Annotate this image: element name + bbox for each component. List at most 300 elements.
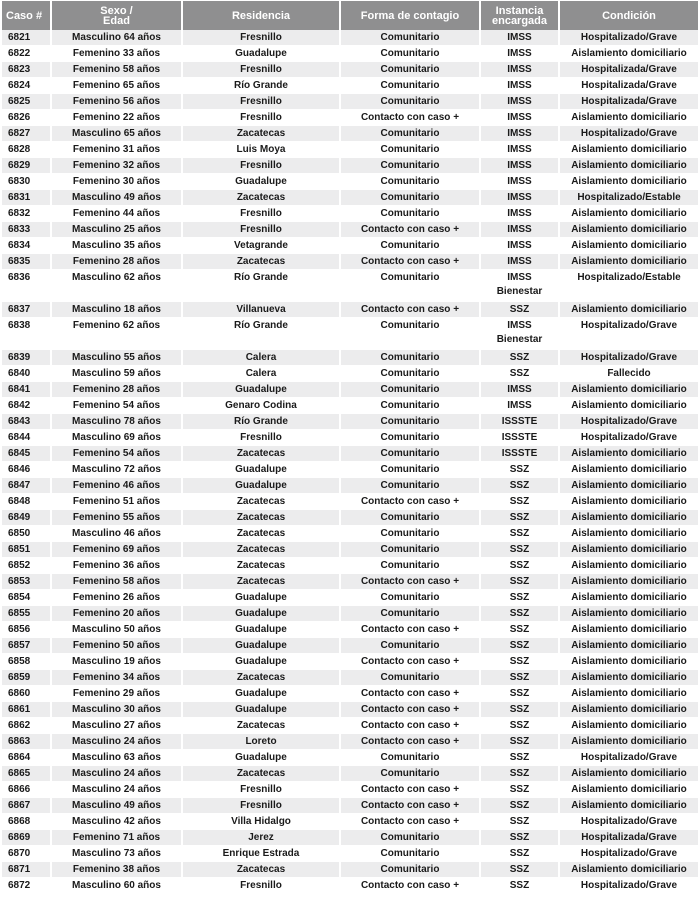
cell-instancia: IMSS: [481, 382, 560, 398]
cell-instancia: IMSS: [481, 78, 560, 94]
cell-caso: 6845: [2, 446, 52, 462]
cell-sexo-edad: Masculino 24 años: [52, 734, 183, 750]
cell-forma-contagio: Contacto con caso +: [341, 574, 481, 590]
cell-residencia: Guadalupe: [183, 590, 341, 606]
cell-forma-contagio: Contacto con caso +: [341, 654, 481, 670]
cell-condicion: Aislamiento domiciliario: [560, 142, 698, 158]
cell-instancia: SSZ: [481, 702, 560, 718]
cell-caso: 6846: [2, 462, 52, 478]
cell-residencia: Jerez: [183, 830, 341, 846]
cell-condicion: Aislamiento domiciliario: [560, 158, 698, 174]
cell-caso: 6824: [2, 78, 52, 94]
cell-forma-contagio: Contacto con caso +: [341, 222, 481, 238]
cell-caso: 6856: [2, 622, 52, 638]
cell-instancia: IMSS: [481, 158, 560, 174]
cell-condicion: Aislamiento domiciliario: [560, 718, 698, 734]
cell-residencia: Río Grande: [183, 78, 341, 94]
header-forma-contagio: Forma de contagio: [341, 1, 481, 30]
table-row: [2, 798, 698, 814]
cell-condicion: Hospitalizado/Grave: [560, 350, 698, 366]
cell-caso: 6865: [2, 766, 52, 782]
cell-residencia: Villa Hidalgo: [183, 814, 341, 830]
cell-instancia: SSZ: [481, 350, 560, 366]
table-row: [2, 238, 698, 254]
cell-caso: 6867: [2, 798, 52, 814]
cell-instancia: SSZ: [481, 542, 560, 558]
cell-caso: 6866: [2, 782, 52, 798]
cell-residencia: Fresnillo: [183, 110, 341, 126]
cell-caso: 6828: [2, 142, 52, 158]
table-row: [2, 734, 698, 750]
cell-forma-contagio: Comunitario: [341, 446, 481, 462]
cell-condicion: Hospitalizada/Grave: [560, 94, 698, 110]
cell-sexo-edad: Masculino 55 años: [52, 350, 183, 366]
cell-residencia: Zacatecas: [183, 766, 341, 782]
cell-sexo-edad: Femenino 28 años: [52, 254, 183, 270]
table-row: [2, 670, 698, 686]
cell-forma-contagio: Comunitario: [341, 430, 481, 446]
cell-instancia: SSZ: [481, 510, 560, 526]
cell-forma-contagio: Comunitario: [341, 590, 481, 606]
cell-instancia: IMSS: [481, 142, 560, 158]
header-instancia: [481, 1, 560, 30]
cell-caso: 6832: [2, 206, 52, 222]
cell-instancia: SSZ: [481, 798, 560, 814]
cell-sexo-edad: Femenino 50 años: [52, 638, 183, 654]
cell-residencia: Loreto: [183, 734, 341, 750]
table-row: [2, 830, 698, 846]
cell-forma-contagio: Contacto con caso +: [341, 702, 481, 718]
cell-forma-contagio: Comunitario: [341, 190, 481, 206]
cell-forma-contagio: Contacto con caso +: [341, 718, 481, 734]
cell-condicion: Aislamiento domiciliario: [560, 622, 698, 638]
cell-residencia: Fresnillo: [183, 206, 341, 222]
case-table-body: [2, 30, 698, 894]
cell-condicion: Aislamiento domiciliario: [560, 478, 698, 494]
table-row: [2, 574, 698, 590]
cell-residencia: Calera: [183, 366, 341, 382]
cell-condicion: Aislamiento domiciliario: [560, 510, 698, 526]
cell-instancia: IMSS: [481, 254, 560, 270]
cell-residencia: Villanueva: [183, 302, 341, 318]
cell-sexo-edad: Masculino 25 años: [52, 222, 183, 238]
cell-condicion: Hospitalizado/Estable: [560, 270, 698, 302]
cell-residencia: Zacatecas: [183, 574, 341, 590]
cell-forma-contagio: Contacto con caso +: [341, 686, 481, 702]
header-instancia-line1: Instancia: [495, 4, 544, 17]
cell-caso: 6860: [2, 686, 52, 702]
cell-instancia: SSZ: [481, 638, 560, 654]
cell-sexo-edad: Femenino 20 años: [52, 606, 183, 622]
table-row: [2, 78, 698, 94]
cell-instancia: SSZ: [481, 366, 560, 382]
table-row: [2, 878, 698, 894]
cell-sexo-edad: Femenino 28 años: [52, 382, 183, 398]
table-row: [2, 654, 698, 670]
table-row: [2, 398, 698, 414]
cell-instancia: SSZ: [481, 830, 560, 846]
table-row: [2, 702, 698, 718]
cell-condicion: Aislamiento domiciliario: [560, 798, 698, 814]
cell-caso: 6822: [2, 46, 52, 62]
cell-sexo-edad: Masculino 24 años: [52, 766, 183, 782]
table-row: [2, 542, 698, 558]
cell-instancia: ISSSTE: [481, 430, 560, 446]
header-condicion: Condición: [560, 1, 698, 30]
cell-sexo-edad: Femenino 32 años: [52, 158, 183, 174]
cell-forma-contagio: Comunitario: [341, 542, 481, 558]
cell-instancia: IMSS: [481, 174, 560, 190]
cell-residencia: Zacatecas: [183, 558, 341, 574]
cell-caso: 6853: [2, 574, 52, 590]
cell-caso: 6870: [2, 846, 52, 862]
cell-condicion: Aislamiento domiciliario: [560, 494, 698, 510]
cell-condicion: Aislamiento domiciliario: [560, 302, 698, 318]
cell-condicion: Aislamiento domiciliario: [560, 46, 698, 62]
cell-sexo-edad: Femenino 29 años: [52, 686, 183, 702]
cell-forma-contagio: Comunitario: [341, 510, 481, 526]
cell-sexo-edad: Masculino 60 años: [52, 878, 183, 894]
cell-residencia: Enrique Estrada: [183, 846, 341, 862]
cell-caso: 6844: [2, 430, 52, 446]
table-row: [2, 718, 698, 734]
table-row: [2, 526, 698, 542]
cell-condicion: Aislamiento domiciliario: [560, 446, 698, 462]
table-row: [2, 62, 698, 78]
cell-sexo-edad: Femenino 31 años: [52, 142, 183, 158]
cell-caso: 6849: [2, 510, 52, 526]
cell-instancia: ISSSTE: [481, 446, 560, 462]
cell-forma-contagio: Contacto con caso +: [341, 110, 481, 126]
cell-sexo-edad: Masculino 69 años: [52, 430, 183, 446]
cell-caso: 6850: [2, 526, 52, 542]
cell-instancia: IMSS: [481, 30, 560, 46]
cell-residencia: Guadalupe: [183, 702, 341, 718]
cell-sexo-edad: Femenino 58 años: [52, 62, 183, 78]
cell-sexo-edad: Femenino 55 años: [52, 510, 183, 526]
header-sexo-line1: Sexo /: [100, 4, 133, 17]
cell-instancia-line2: Bienestar: [496, 334, 543, 345]
cell-sexo-edad: Femenino 58 años: [52, 574, 183, 590]
cell-condicion: Aislamiento domiciliario: [560, 702, 698, 718]
cell-residencia: Zacatecas: [183, 526, 341, 542]
header-instancia-line2: encargada: [491, 14, 548, 27]
cell-sexo-edad: Femenino 51 años: [52, 494, 183, 510]
cell-instancia: SSZ: [481, 574, 560, 590]
table-row: [2, 750, 698, 766]
cell-instancia: SSZ: [481, 302, 560, 318]
cell-residencia: Zacatecas: [183, 718, 341, 734]
cell-forma-contagio: Contacto con caso +: [341, 302, 481, 318]
cell-sexo-edad: Masculino 27 años: [52, 718, 183, 734]
cell-residencia: Guadalupe: [183, 462, 341, 478]
cell-residencia: Guadalupe: [183, 46, 341, 62]
cell-condicion: Aislamiento domiciliario: [560, 382, 698, 398]
cell-forma-contagio: Comunitario: [341, 46, 481, 62]
cell-caso: 6839: [2, 350, 52, 366]
cell-condicion: Aislamiento domiciliario: [560, 398, 698, 414]
table-row: [2, 686, 698, 702]
cell-caso: 6836: [2, 270, 52, 302]
cell-caso: 6864: [2, 750, 52, 766]
cell-instancia: [481, 270, 560, 302]
header-caso: Caso #: [2, 1, 52, 30]
table-row: [2, 782, 698, 798]
cell-residencia: Zacatecas: [183, 494, 341, 510]
cell-instancia-line2: Bienestar: [496, 286, 543, 297]
case-table-header: [2, 1, 698, 30]
cell-caso: 6841: [2, 382, 52, 398]
cell-forma-contagio: Comunitario: [341, 398, 481, 414]
cell-residencia: Fresnillo: [183, 30, 341, 46]
table-row: [2, 190, 698, 206]
cell-residencia: Río Grande: [183, 414, 341, 430]
table-row: [2, 462, 698, 478]
cell-condicion: Aislamiento domiciliario: [560, 734, 698, 750]
table-row: [2, 414, 698, 430]
cell-sexo-edad: Femenino 33 años: [52, 46, 183, 62]
cell-residencia: Guadalupe: [183, 382, 341, 398]
cell-caso: 6862: [2, 718, 52, 734]
cell-instancia-line1: IMSS: [507, 320, 532, 331]
cell-condicion: Hospitalizado/Grave: [560, 126, 698, 142]
cell-caso: 6843: [2, 414, 52, 430]
table-row: [2, 606, 698, 622]
cell-condicion: Aislamiento domiciliario: [560, 222, 698, 238]
cell-residencia: Guadalupe: [183, 174, 341, 190]
table-row: [2, 558, 698, 574]
cell-sexo-edad: Masculino 42 años: [52, 814, 183, 830]
cell-instancia: SSZ: [481, 846, 560, 862]
cell-forma-contagio: Comunitario: [341, 318, 481, 350]
cell-forma-contagio: Comunitario: [341, 78, 481, 94]
table-row: [2, 254, 698, 270]
cell-caso: 6872: [2, 878, 52, 894]
cell-forma-contagio: Comunitario: [341, 558, 481, 574]
cell-sexo-edad: Masculino 73 años: [52, 846, 183, 862]
cell-residencia: Guadalupe: [183, 686, 341, 702]
cell-sexo-edad: Femenino 34 años: [52, 670, 183, 686]
cell-sexo-edad: Femenino 69 años: [52, 542, 183, 558]
cell-sexo-edad: Masculino 49 años: [52, 190, 183, 206]
table-row: [2, 110, 698, 126]
cell-caso: 6821: [2, 30, 52, 46]
cell-caso: 6840: [2, 366, 52, 382]
cell-forma-contagio: Comunitario: [341, 238, 481, 254]
cell-instancia-line1: IMSS: [507, 272, 532, 283]
cell-sexo-edad: Masculino 19 años: [52, 654, 183, 670]
cell-residencia: Zacatecas: [183, 862, 341, 878]
cell-instancia: IMSS: [481, 94, 560, 110]
cell-condicion: Hospitalizado/Grave: [560, 430, 698, 446]
cell-forma-contagio: Comunitario: [341, 766, 481, 782]
cell-residencia: Fresnillo: [183, 430, 341, 446]
cell-condicion: Hospitalizado/Grave: [560, 846, 698, 862]
cell-condicion: Aislamiento domiciliario: [560, 638, 698, 654]
cell-sexo-edad: Masculino 35 años: [52, 238, 183, 254]
cell-condicion: Aislamiento domiciliario: [560, 686, 698, 702]
cell-instancia: IMSS: [481, 62, 560, 78]
cell-forma-contagio: Comunitario: [341, 94, 481, 110]
cell-forma-contagio: Contacto con caso +: [341, 798, 481, 814]
cell-forma-contagio: Comunitario: [341, 174, 481, 190]
table-row: [2, 94, 698, 110]
table-row: [2, 494, 698, 510]
cell-forma-contagio: Comunitario: [341, 142, 481, 158]
cell-caso: 6823: [2, 62, 52, 78]
cell-sexo-edad: Femenino 56 años: [52, 94, 183, 110]
cell-sexo-edad: Femenino 46 años: [52, 478, 183, 494]
cell-sexo-edad: Masculino 64 años: [52, 30, 183, 46]
cell-forma-contagio: Contacto con caso +: [341, 814, 481, 830]
cell-forma-contagio: Contacto con caso +: [341, 254, 481, 270]
cell-residencia: Río Grande: [183, 318, 341, 350]
cell-instancia: SSZ: [481, 478, 560, 494]
cell-condicion: Aislamiento domiciliario: [560, 254, 698, 270]
header-sexo-line2: Edad: [103, 14, 130, 27]
cell-caso: 6831: [2, 190, 52, 206]
header-row: [2, 1, 698, 30]
table-row: [2, 510, 698, 526]
cell-caso: 6869: [2, 830, 52, 846]
cell-residencia: Fresnillo: [183, 158, 341, 174]
cell-caso: 6838: [2, 318, 52, 350]
cell-instancia: SSZ: [481, 654, 560, 670]
cell-condicion: Fallecido: [560, 366, 698, 382]
cell-instancia: ISSSTE: [481, 414, 560, 430]
cell-instancia: SSZ: [481, 558, 560, 574]
cell-caso: 6826: [2, 110, 52, 126]
table-row: [2, 46, 698, 62]
cell-forma-contagio: Contacto con caso +: [341, 622, 481, 638]
cell-caso: 6868: [2, 814, 52, 830]
cell-forma-contagio: Comunitario: [341, 830, 481, 846]
cell-caso: 6851: [2, 542, 52, 558]
cell-residencia: Zacatecas: [183, 254, 341, 270]
cell-instancia: SSZ: [481, 814, 560, 830]
header-sexo-edad: [52, 1, 183, 30]
cell-condicion: Aislamiento domiciliario: [560, 526, 698, 542]
cell-condicion: Aislamiento domiciliario: [560, 574, 698, 590]
cell-residencia: Fresnillo: [183, 62, 341, 78]
cell-condicion: Aislamiento domiciliario: [560, 654, 698, 670]
cell-sexo-edad: Femenino 36 años: [52, 558, 183, 574]
cell-residencia: Genaro Codina: [183, 398, 341, 414]
cell-sexo-edad: Masculino 50 años: [52, 622, 183, 638]
table-row: [2, 862, 698, 878]
cell-forma-contagio: Comunitario: [341, 158, 481, 174]
cell-caso: 6857: [2, 638, 52, 654]
cell-forma-contagio: Contacto con caso +: [341, 782, 481, 798]
cell-forma-contagio: Comunitario: [341, 670, 481, 686]
cell-caso: 6837: [2, 302, 52, 318]
table-row: [2, 222, 698, 238]
cell-residencia: Zacatecas: [183, 446, 341, 462]
cell-condicion: Aislamiento domiciliario: [560, 862, 698, 878]
cell-instancia: SSZ: [481, 686, 560, 702]
cell-forma-contagio: Comunitario: [341, 206, 481, 222]
table-row: [2, 622, 698, 638]
cell-condicion: Hospitalizado/Grave: [560, 414, 698, 430]
cell-condicion: Aislamiento domiciliario: [560, 606, 698, 622]
cell-instancia: IMSS: [481, 126, 560, 142]
cell-caso: 6847: [2, 478, 52, 494]
cell-instancia: SSZ: [481, 878, 560, 894]
cell-caso: 6833: [2, 222, 52, 238]
cell-caso: 6858: [2, 654, 52, 670]
cell-residencia: Fresnillo: [183, 782, 341, 798]
cell-instancia: IMSS: [481, 222, 560, 238]
cell-caso: 6842: [2, 398, 52, 414]
cell-instancia: IMSS: [481, 206, 560, 222]
cell-residencia: Guadalupe: [183, 478, 341, 494]
cell-forma-contagio: Comunitario: [341, 30, 481, 46]
cell-instancia: SSZ: [481, 462, 560, 478]
cell-sexo-edad: Femenino 38 años: [52, 862, 183, 878]
cell-residencia: Zacatecas: [183, 126, 341, 142]
table-row: [2, 350, 698, 366]
table-row: [2, 366, 698, 382]
cell-instancia: IMSS: [481, 190, 560, 206]
cell-forma-contagio: Comunitario: [341, 366, 481, 382]
cell-sexo-edad: Masculino 30 años: [52, 702, 183, 718]
cell-condicion: Hospitalizado/Grave: [560, 750, 698, 766]
cell-caso: 6859: [2, 670, 52, 686]
cell-condicion: Hospitalizado/Grave: [560, 814, 698, 830]
table-row: [2, 446, 698, 462]
table-row: [2, 318, 698, 350]
cell-sexo-edad: Masculino 46 años: [52, 526, 183, 542]
cell-instancia: SSZ: [481, 766, 560, 782]
table-row: [2, 430, 698, 446]
cell-caso: 6854: [2, 590, 52, 606]
cell-condicion: Aislamiento domiciliario: [560, 558, 698, 574]
cell-residencia: Calera: [183, 350, 341, 366]
cell-condicion: Hospitalizada/Grave: [560, 62, 698, 78]
cell-condicion: Hospitalizada/Grave: [560, 78, 698, 94]
cell-instancia: IMSS: [481, 238, 560, 254]
cell-instancia: SSZ: [481, 782, 560, 798]
table-row: [2, 126, 698, 142]
cell-instancia: SSZ: [481, 670, 560, 686]
cell-forma-contagio: Contacto con caso +: [341, 878, 481, 894]
cell-instancia: SSZ: [481, 494, 560, 510]
cell-sexo-edad: Femenino 71 años: [52, 830, 183, 846]
cell-instancia: [481, 318, 560, 350]
cell-condicion: Hospitalizado/Estable: [560, 190, 698, 206]
cell-caso: 6852: [2, 558, 52, 574]
cell-caso: 6861: [2, 702, 52, 718]
cell-residencia: Vetagrande: [183, 238, 341, 254]
cell-sexo-edad: Masculino 78 años: [52, 414, 183, 430]
table-row: [2, 270, 698, 302]
cell-instancia: IMSS: [481, 46, 560, 62]
cell-sexo-edad: Femenino 22 años: [52, 110, 183, 126]
cell-forma-contagio: Comunitario: [341, 750, 481, 766]
table-row: [2, 638, 698, 654]
cell-caso: 6829: [2, 158, 52, 174]
table-row: [2, 158, 698, 174]
cell-caso: 6835: [2, 254, 52, 270]
table-row: [2, 590, 698, 606]
table-row: [2, 206, 698, 222]
cell-forma-contagio: Comunitario: [341, 862, 481, 878]
table-row: [2, 846, 698, 862]
cell-caso: 6834: [2, 238, 52, 254]
cell-caso: 6871: [2, 862, 52, 878]
cell-sexo-edad: Femenino 65 años: [52, 78, 183, 94]
cell-forma-contagio: Comunitario: [341, 350, 481, 366]
